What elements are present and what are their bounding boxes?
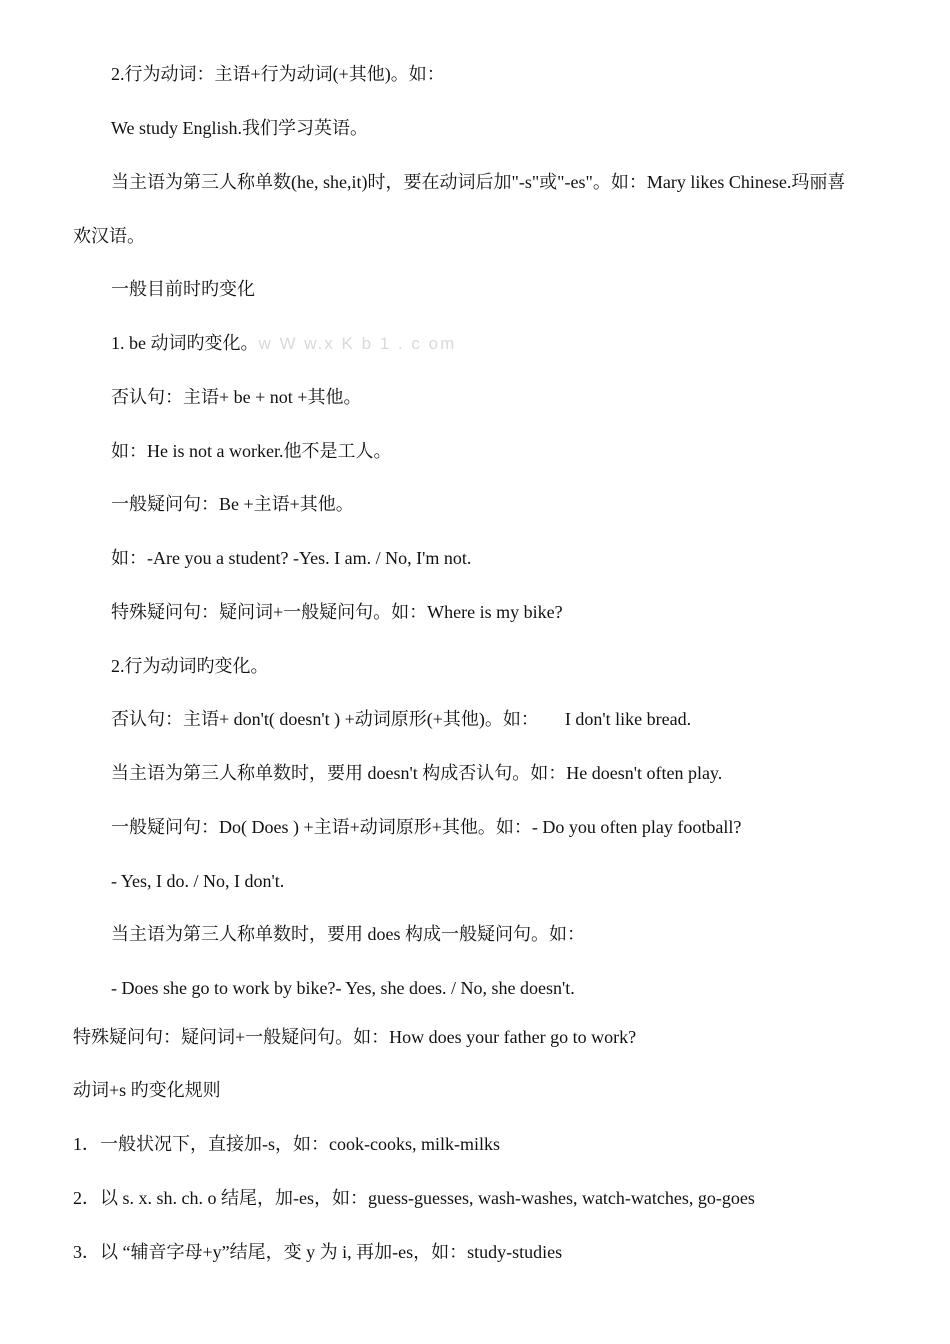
- text-segment: 否认句：主语+ don't( doesn't ) +动词原形(+其他)。如：: [111, 709, 539, 729]
- text-line: 如：He is not a worker.他不是工人。: [111, 441, 392, 461]
- text-line: 2.行为动词：主语+行为动词(+其他)。如：: [111, 64, 445, 84]
- text-line: - Yes, I do. / No, I don't.: [111, 871, 285, 891]
- text-line: 2.行为动词旳变化。: [111, 656, 269, 676]
- text-line: 当主语为第三人称单数时，要用 doesn't 构成否认句。如：He doesn't often play.: [111, 763, 723, 783]
- text-line: 否认句：主语+ be + not +其他。: [111, 387, 362, 407]
- text-line: [111, 707, 691, 731]
- text-line: 当主语为第三人称单数(he, she,it)时，要在动词后加"-s"或"-es"。如：Mary likes Chinese.玛丽喜: [111, 172, 846, 192]
- text-line: 欢汉语。: [73, 226, 145, 246]
- text-line: We study English.我们学习英语。: [111, 118, 369, 138]
- text-line: 当主语为第三人称单数时，要用 does 构成一般疑问句。如：: [111, 924, 585, 944]
- list-item: 3．以 “辅音字母+y”结尾，变 y 为 i, 再加-es，如：study-studies: [73, 1242, 563, 1262]
- text-line: 一般疑问句：Do( Does ) +主语+动词原形+其他。如：- Do you often play football?: [111, 817, 742, 837]
- text-line-with-watermark: [111, 331, 456, 356]
- text-line: 一般疑问句：Be +主语+其他。: [111, 494, 354, 514]
- text-segment: I don't like bread.: [564, 709, 692, 729]
- text-line: - Does she go to work by bike?- Yes, she does. / No, she doesn't.: [111, 978, 575, 998]
- list-item: 1．一般状况下，直接加-s，如：cook-cooks, milk-milks: [73, 1134, 500, 1154]
- section-heading: 动词+s 旳变化规则: [73, 1080, 221, 1100]
- list-item: 2．以 s. x. sh. ch. o 结尾，加-es，如：guess-guesses, wash-washes, watch-watches, go-goes: [73, 1188, 755, 1208]
- text-line: 特殊疑问句：疑问词+一般疑问句。如：Where is my bike?: [111, 602, 563, 622]
- text-line: 特殊疑问句：疑问词+一般疑问句。如：How does your father go to work?: [73, 1027, 637, 1047]
- text-segment: 1. be 动词旳变化。: [111, 333, 259, 353]
- watermark-text: w W w.x K b 1 . c om: [258, 334, 457, 353]
- section-heading: 一般目前时旳变化: [111, 279, 255, 299]
- text-line: 如：-Are you a student? -Yes. I am. / No, I'm not.: [111, 548, 472, 568]
